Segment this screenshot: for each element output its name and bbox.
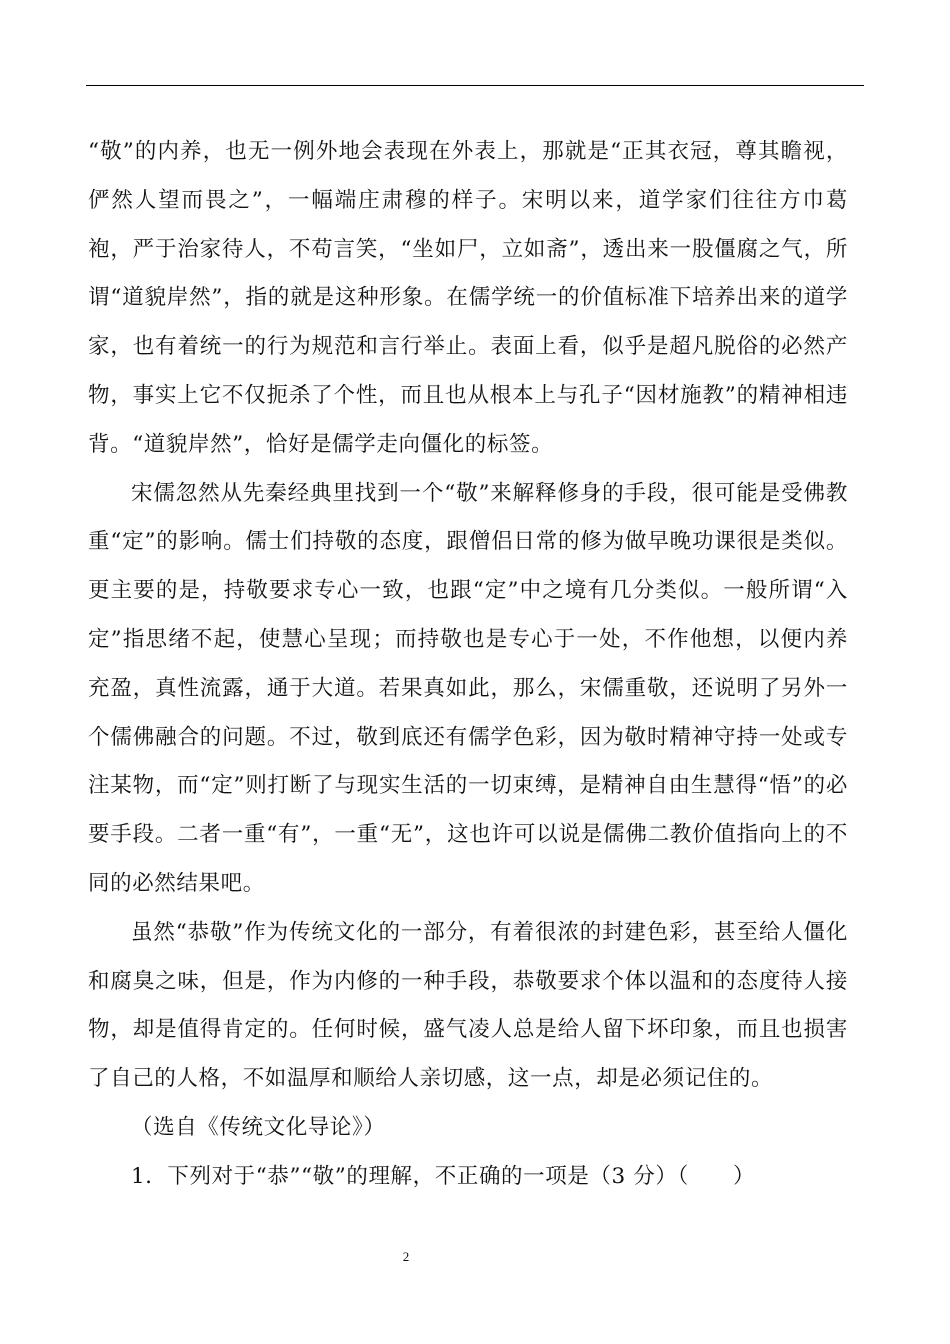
page-number: 2 bbox=[402, 1249, 410, 1264]
paragraph-1: “敬”的内养，也无一例外地会表现在外表上，那就是“正其衣冠，尊其瞻视，俨然人望而畏之”，一幅端庄肃穆的样子。宋明以来，道学家们往往方巾葛袍，严于治家待人，不苟言笑，“坐如尸，立如斋”，透出来一股僵腐之气，所谓“道貌岸然”，指的就是这种形象。在儒学统一的价值标准下培养出来的道学家，也有着统一的行为规范和言行举止。表面上看，似乎是超凡脱俗的必然产物，事实上它不仅扼杀了个性，而且也从根本上与孔子“因材施教”的精神相违背。“道貌岸然”，恰好是儒学走向僵化的标签。 bbox=[88, 139, 848, 457]
question-1: 1．下列对于“恭”“敬”的理解，不正确的一项是（3 分）（ ） bbox=[131, 1163, 756, 1189]
paragraph-2: 宋儒忽然从先秦经典里找到一个“敬”来解释修身的手段，很可能是受佛教重“定”的影响。儒士们持敬的态度，跟僧侣日常的修为做早晚功课很是类似。更主要的是，持敬要求专心一致，也跟“定”中之境有几分类似。一般所谓“入定”指思绪不起，使慧心呈现；而持敬也是专心于一处，不作他想，以便内养充盈，真性流露，通于大道。若果真如此，那么，宋儒重敬，还说明了另外一个儒佛融合的问题。不过，敬到底还有儒学色彩，因为敬时精神守持一处或专注某物，而“定”则打断了与现实生活的一切束缚，是精神自由生慧得“悟”的必要手段。二者一重“有”，一重“无”，这也许可以说是儒佛二教价值指向上的不同的必然结果吧。 bbox=[88, 480, 848, 896]
source-citation: （选自《传统文化导论》） bbox=[131, 1114, 386, 1140]
paragraph-3: 虽然“恭敬”作为传统文化的一部分，有着很浓的封建色彩，甚至给人僵化和腐臭之味，但是，作为内修的一种手段，恭敬要求个体以温和的态度待人接物，却是值得肯定的。任何时候，盛气凌人总是给人留下坏印象，而且也损害了自己的人格，不如温厚和顺给人亲切感，这一点，却是必须记住的。 bbox=[88, 919, 848, 1092]
header-rule bbox=[86, 85, 864, 86]
document-body bbox=[88, 128, 848, 1202]
